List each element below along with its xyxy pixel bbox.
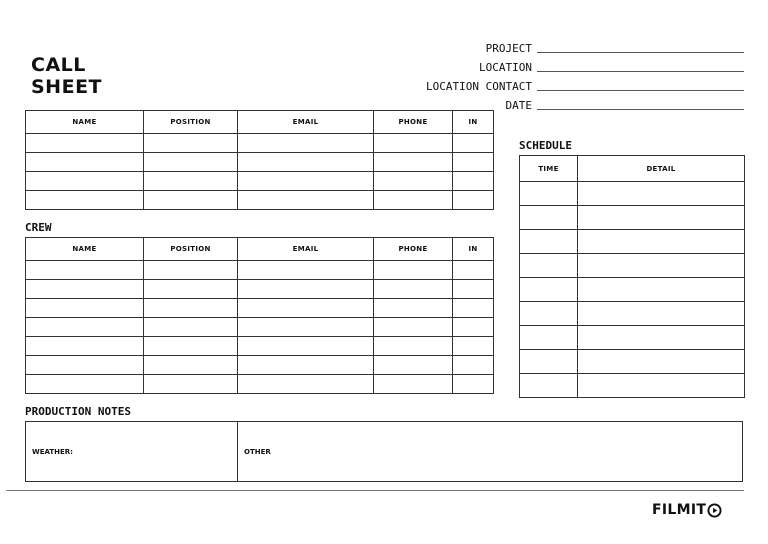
filmit-logo [652, 502, 722, 518]
cell[interactable] [374, 261, 453, 280]
table-row[interactable] [520, 302, 745, 326]
crew-header-position: POSITION [144, 238, 238, 261]
contacts-header-email: EMAIL [238, 111, 374, 134]
table-row[interactable] [26, 337, 494, 356]
table-row[interactable] [26, 153, 494, 172]
cell[interactable] [238, 191, 374, 210]
other-label: OTHER [244, 448, 271, 456]
cell[interactable] [578, 182, 745, 206]
crew-header-name: NAME [26, 238, 144, 261]
title-line-1: CALL [31, 54, 86, 76]
table-row[interactable] [520, 326, 745, 350]
play-circle-icon [707, 503, 722, 518]
cell[interactable] [578, 206, 745, 230]
other-cell[interactable] [238, 422, 742, 481]
cell[interactable] [144, 356, 238, 375]
schedule-header-detail: DETAIL [578, 156, 745, 182]
cell[interactable] [578, 302, 745, 326]
location-contact-label: LOCATION CONTACT [426, 80, 532, 93]
cell[interactable] [238, 280, 374, 299]
table-row[interactable] [26, 134, 494, 153]
cell[interactable] [578, 278, 745, 302]
cell[interactable] [26, 356, 144, 375]
cell[interactable] [144, 191, 238, 210]
cell[interactable] [520, 182, 578, 206]
project-label: PROJECT [485, 42, 532, 55]
location-field[interactable] [479, 60, 744, 74]
table-row[interactable] [26, 356, 494, 375]
cell[interactable] [578, 326, 745, 350]
table-row[interactable] [26, 172, 494, 191]
crew-header-phone: PHONE [374, 238, 453, 261]
table-row[interactable] [26, 191, 494, 210]
cell[interactable] [238, 153, 374, 172]
cell[interactable] [374, 134, 453, 153]
cell[interactable] [520, 374, 578, 398]
cell[interactable] [144, 153, 238, 172]
weather-label: WEATHER: [32, 448, 73, 456]
cell[interactable] [453, 337, 494, 356]
location-line[interactable] [537, 71, 744, 72]
table-row[interactable] [520, 230, 745, 254]
cell[interactable] [26, 337, 144, 356]
cell[interactable] [238, 299, 374, 318]
cell[interactable] [26, 299, 144, 318]
cell[interactable] [26, 375, 144, 394]
cell[interactable] [453, 299, 494, 318]
table-row[interactable] [26, 299, 494, 318]
cell[interactable] [520, 326, 578, 350]
location-label: LOCATION [479, 61, 532, 74]
schedule-header-row [520, 156, 745, 182]
cell[interactable] [238, 337, 374, 356]
cell[interactable] [26, 153, 144, 172]
cell[interactable] [238, 356, 374, 375]
cell[interactable] [374, 299, 453, 318]
cell[interactable] [453, 318, 494, 337]
contacts-table [25, 110, 494, 210]
cell[interactable] [374, 153, 453, 172]
cell[interactable] [578, 374, 745, 398]
date-label: DATE [505, 99, 532, 112]
cell[interactable] [26, 134, 144, 153]
cell[interactable] [578, 254, 745, 278]
cell[interactable] [453, 191, 494, 210]
weather-cell[interactable] [26, 422, 238, 481]
cell[interactable] [144, 337, 238, 356]
contacts-header-row [26, 111, 494, 134]
location-contact-field[interactable] [426, 79, 744, 93]
contacts-header-position: POSITION [144, 111, 238, 134]
cell[interactable] [26, 261, 144, 280]
cell[interactable] [238, 318, 374, 337]
crew-header-email: EMAIL [238, 238, 374, 261]
footer-divider [6, 490, 744, 491]
table-row[interactable] [520, 278, 745, 302]
production-notes-label: PRODUCTION NOTES [25, 405, 131, 418]
cell[interactable] [238, 375, 374, 394]
production-notes-box [25, 421, 743, 482]
cell[interactable] [26, 191, 144, 210]
cell[interactable] [520, 254, 578, 278]
cell[interactable] [238, 261, 374, 280]
cell[interactable] [144, 280, 238, 299]
cell[interactable] [144, 299, 238, 318]
cell[interactable] [578, 350, 745, 374]
title-line-2: SHEET [31, 76, 103, 98]
cell[interactable] [453, 172, 494, 191]
cell[interactable] [520, 230, 578, 254]
crew-header-in: IN [453, 238, 494, 261]
cell[interactable] [520, 206, 578, 230]
cell[interactable] [144, 375, 238, 394]
cell[interactable] [144, 172, 238, 191]
cell[interactable] [374, 172, 453, 191]
crew-label: CREW [25, 221, 52, 234]
cell[interactable] [374, 280, 453, 299]
cell[interactable] [374, 318, 453, 337]
crew-table [25, 237, 494, 394]
schedule-header-time: TIME [520, 156, 578, 182]
table-row[interactable] [26, 375, 494, 394]
contacts-header-phone: PHONE [374, 111, 453, 134]
cell[interactable] [374, 191, 453, 210]
cell[interactable] [520, 278, 578, 302]
project-line[interactable] [537, 52, 744, 53]
cell[interactable] [374, 356, 453, 375]
cell[interactable] [520, 350, 578, 374]
cell[interactable] [453, 356, 494, 375]
cell[interactable] [374, 337, 453, 356]
project-field[interactable] [486, 41, 744, 55]
cell[interactable] [453, 375, 494, 394]
logo-text: FILMIT [652, 502, 707, 518]
cell[interactable] [374, 375, 453, 394]
cell[interactable] [238, 172, 374, 191]
contacts-header-in: IN [453, 111, 494, 134]
table-row[interactable] [26, 280, 494, 299]
cell[interactable] [144, 134, 238, 153]
table-row[interactable] [520, 254, 745, 278]
cell[interactable] [26, 280, 144, 299]
table-row[interactable] [520, 206, 745, 230]
crew-header-row [26, 238, 494, 261]
cell[interactable] [26, 172, 144, 191]
table-row[interactable] [520, 374, 745, 398]
schedule-label: SCHEDULE [519, 139, 572, 152]
schedule-table [519, 155, 745, 398]
cell[interactable] [453, 153, 494, 172]
date-field[interactable] [506, 98, 745, 112]
cell[interactable] [453, 261, 494, 280]
cell[interactable] [578, 230, 745, 254]
date-line[interactable] [537, 109, 744, 110]
table-row[interactable] [26, 261, 494, 280]
page-title [31, 54, 102, 98]
cell[interactable] [453, 280, 494, 299]
contacts-header-name: NAME [26, 111, 144, 134]
table-row[interactable] [520, 350, 745, 374]
table-row[interactable] [26, 318, 494, 337]
cell[interactable] [144, 261, 238, 280]
cell[interactable] [453, 134, 494, 153]
table-row[interactable] [520, 182, 745, 206]
cell[interactable] [520, 302, 578, 326]
location-contact-line[interactable] [537, 90, 744, 91]
cell[interactable] [238, 134, 374, 153]
cell[interactable] [144, 318, 238, 337]
cell[interactable] [26, 318, 144, 337]
